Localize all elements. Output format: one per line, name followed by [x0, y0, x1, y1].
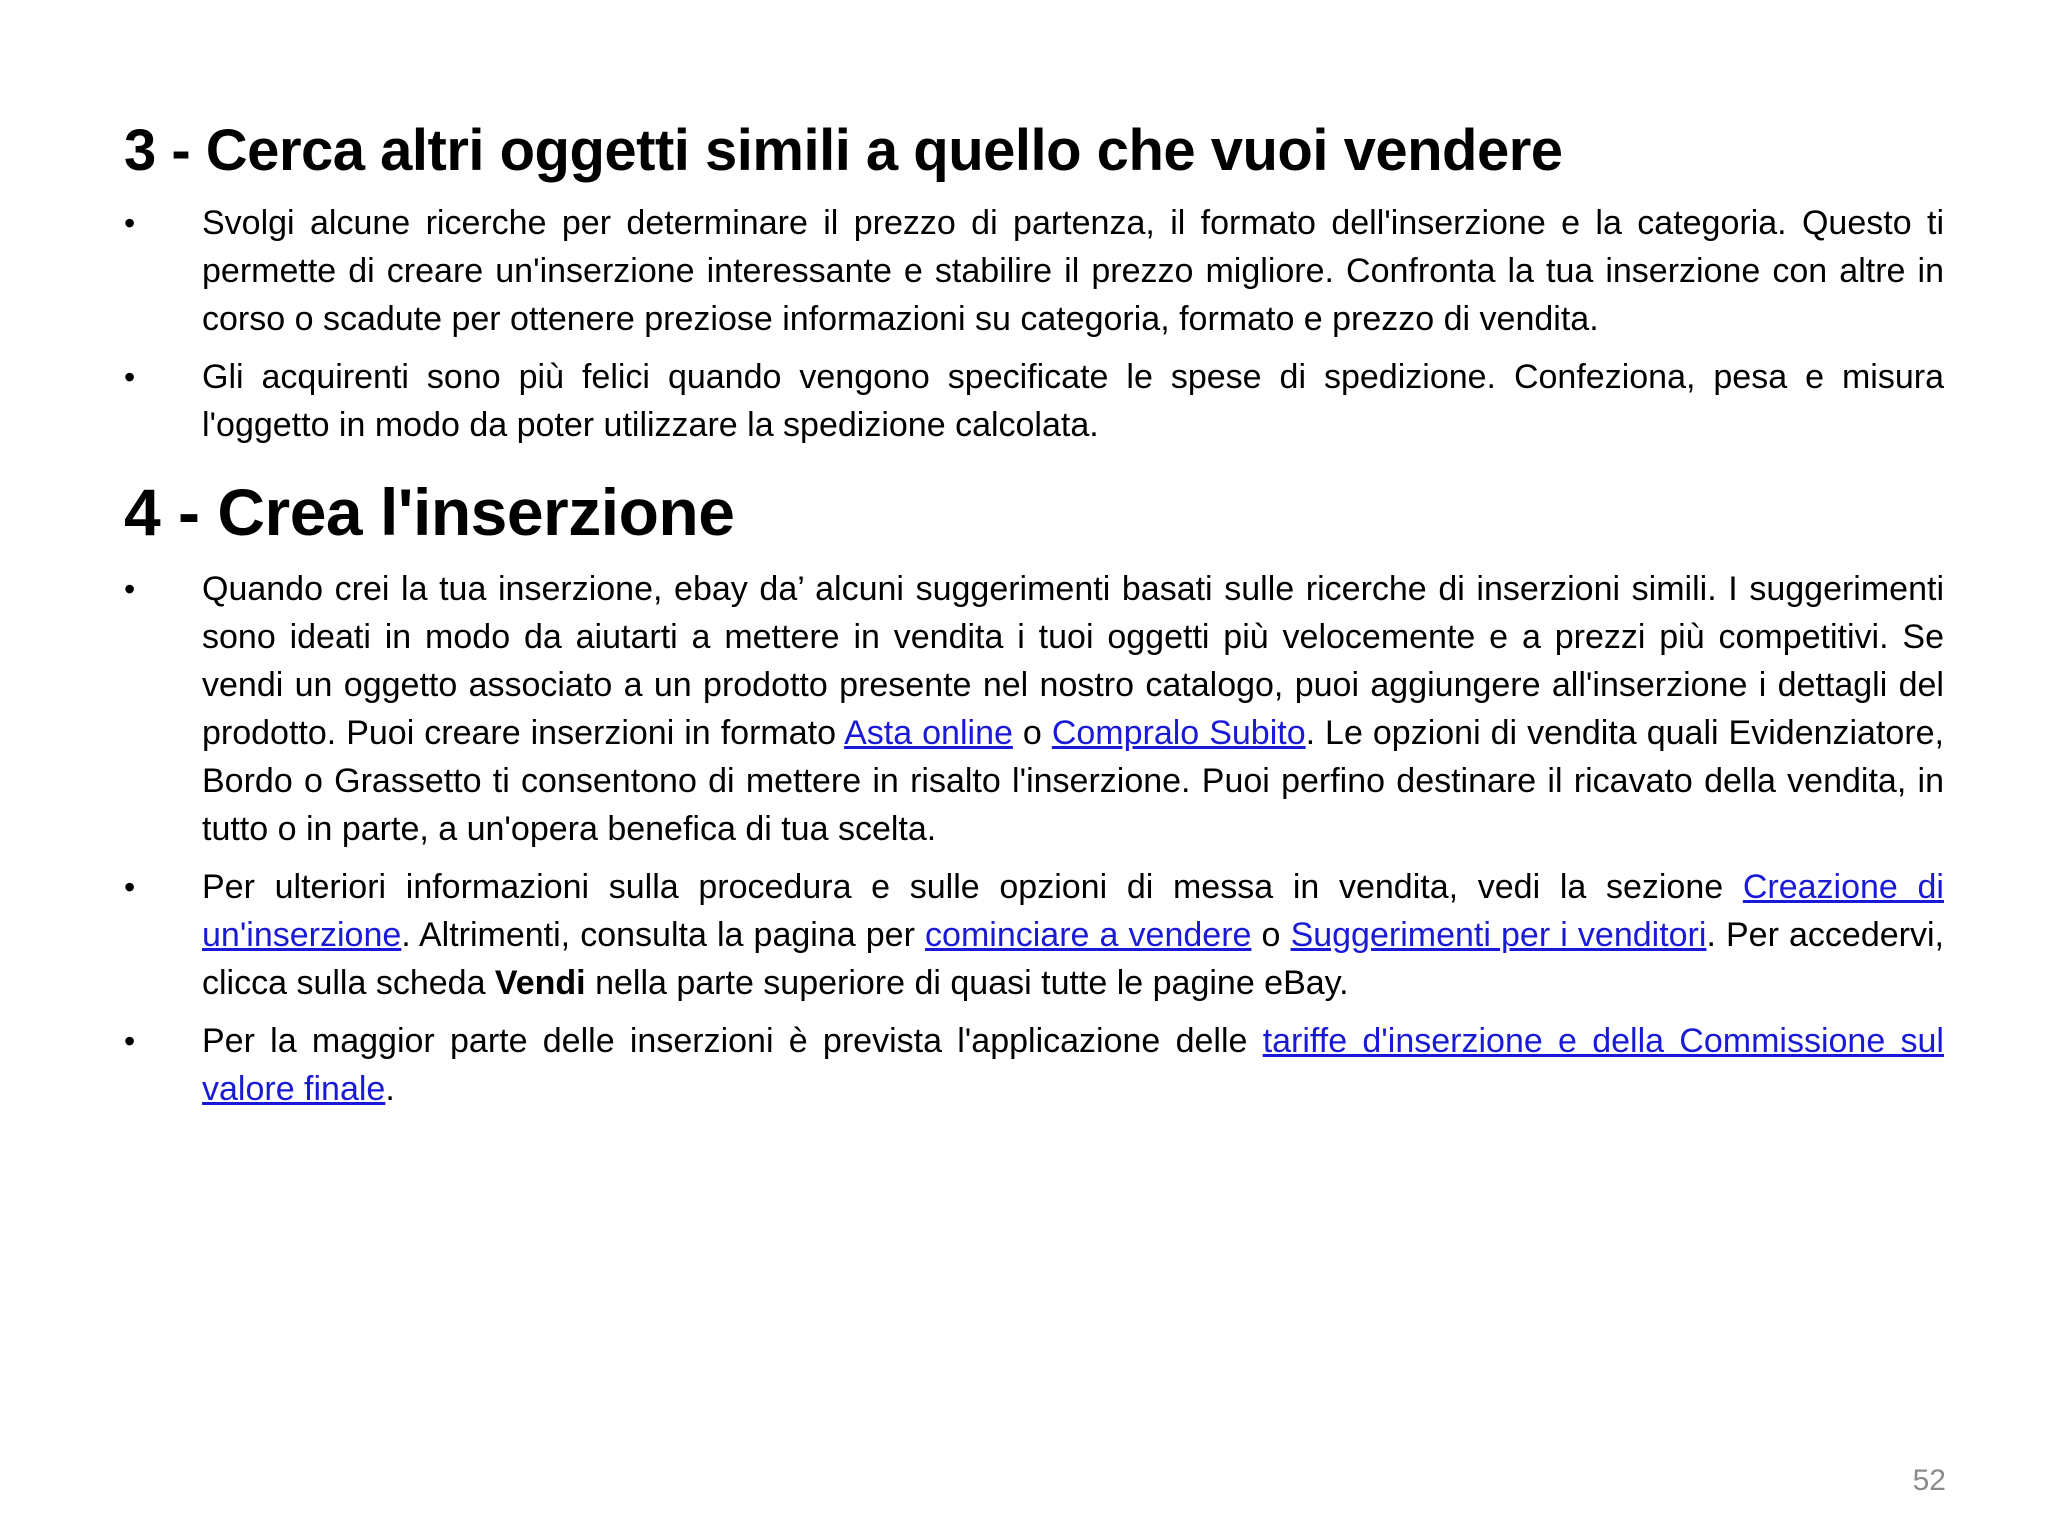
bullet-text: Per ulteriori informazioni sulla procedura e sulle opzioni di messa in vendita, vedi la sezione — [202, 867, 1743, 906]
bullet-text: Per la maggior parte delle inserzioni è prevista l'applicazione delle — [202, 1021, 1263, 1060]
bullet-text: nella parte superiore di quasi tutte le pagine eBay. — [585, 963, 1349, 1002]
bullet-text: . Altrimenti, consulta la pagina per — [401, 915, 926, 954]
section-4-bullet-3 — [124, 1017, 1944, 1113]
bullet-icon: • — [124, 358, 136, 395]
bullet-icon: • — [124, 1022, 136, 1059]
section-4-bullet-list — [124, 565, 1944, 1113]
bullet-text: o — [1251, 915, 1291, 954]
bullet-text: Gli acquirenti sono più felici quando vengono specificate le spese di spedizione. Confeziona, pesa e misura l'oggetto in modo da poter utilizzare la spedizione calcolata. — [202, 357, 1944, 444]
bullet-icon: • — [124, 868, 136, 905]
cominciare-a-vendere-link[interactable]: cominciare a vendere — [925, 915, 1252, 954]
creazione-inserzione-link[interactable]: Creazione di un'inserzione — [202, 867, 1944, 954]
slide-content — [124, 118, 1944, 1123]
section-4-heading: 4 - Crea l'inserzione — [124, 474, 735, 549]
tariffe-commissione-link[interactable]: tariffe d'inserzione e della Commissione sul valore finale — [202, 1021, 1944, 1108]
bullet-text: . Le opzioni di vendita quali Evidenziatore, Bordo o Grassetto ti consentono di mettere in risalto l'inserzione. Puoi perfino destinare il ricavato della vendita, in tutto o in parte, a un'opera benefica di tua scelta. — [202, 713, 1945, 848]
section-4-bullet-2 — [124, 863, 1944, 1007]
asta-online-link[interactable]: Asta online — [844, 713, 1013, 752]
vendi-bold-text: Vendi — [494, 963, 586, 1002]
bullet-icon: • — [124, 570, 136, 607]
bullet-icon: • — [124, 204, 136, 241]
bullet-text: o — [1012, 713, 1052, 752]
section-3-bullet-1 — [124, 199, 1944, 343]
suggerimenti-venditori-link[interactable]: Suggerimenti per i venditori — [1290, 915, 1707, 954]
compralo-subito-link[interactable]: Compralo Subito — [1051, 713, 1306, 752]
section-3-heading: 3 - Cerca altri oggetti simili a quello che vuoi vendere — [124, 118, 1563, 183]
bullet-text: Quando crei la tua inserzione, ebay da’ alcuni suggerimenti basati sulle ricerche di inserzioni simili. I suggerimenti sono ideati in modo da aiutarti a mettere in vendita i tuoi oggetti più velocemente e a prezzi più competitivi. Se vendi un oggetto associato a un prodotto presente nel nostro catalogo, puoi aggiungere all'inserzione i dettagli del prodotto. Puoi creare inserzioni in formato — [202, 569, 1944, 752]
section-4-bullet-1 — [124, 565, 1944, 853]
page-number: 52 — [1912, 1464, 1946, 1497]
bullet-text: Svolgi alcune ricerche per determinare il prezzo di partenza, il formato dell'inserzione e la categoria. Questo ti permette di creare un'inserzione interessante e stabilire il prezzo migliore. Confronta la tua inserzione con altre in corso o scadute per ottenere preziose informazioni su categoria, formato e prezzo di vendita. — [202, 203, 1944, 338]
bullet-text: . Per accedervi, clicca sulla scheda — [202, 915, 1944, 1002]
section-3-bullet-2 — [124, 353, 1944, 449]
section-3-bullet-list — [124, 199, 1944, 449]
bullet-text: . — [385, 1069, 395, 1108]
